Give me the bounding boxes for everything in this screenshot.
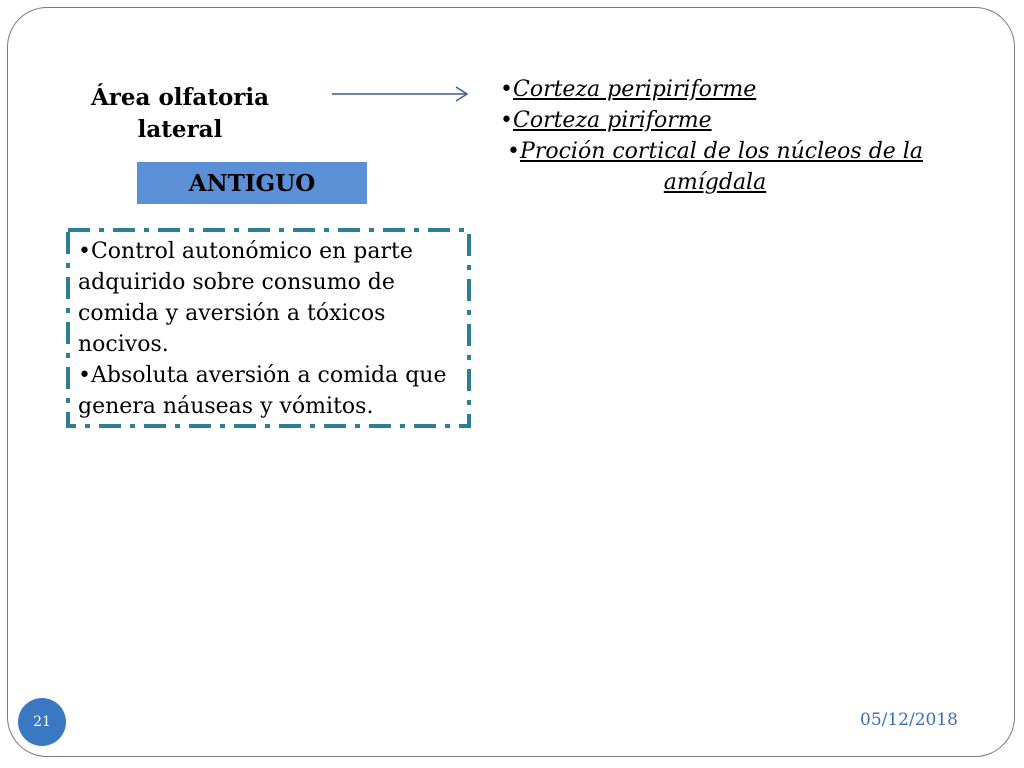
list-item xyxy=(500,74,930,105)
list-item-text: Proción cortical de los núcleos de la amígdala xyxy=(520,139,923,195)
antiguo-label: ANTIGUO xyxy=(188,169,316,197)
page-number-badge xyxy=(18,698,66,746)
bullet: • xyxy=(507,139,521,164)
page-number: 21 xyxy=(33,714,51,730)
description-text xyxy=(78,236,453,422)
description-item: •Absoluta aversión a comida que genera náuseas y vómitos. xyxy=(78,363,447,419)
bullet: • xyxy=(500,77,513,102)
slide-date: 05/12/2018 xyxy=(860,710,958,730)
list-item xyxy=(500,105,930,136)
bullet: • xyxy=(500,108,513,133)
area-title-line1: Área olfatoria xyxy=(90,84,270,111)
area-title xyxy=(80,82,280,146)
area-title-line2: lateral xyxy=(137,116,223,143)
list-item-text: Corteza peripiriforme xyxy=(512,77,757,102)
description-item: •Control autonómico en parte adquirido sobre consumo de comida y aversión a tóxicos nocivos. xyxy=(78,239,413,357)
description-box xyxy=(66,228,471,428)
list-item xyxy=(500,136,930,198)
list-item-text: Corteza piriforme xyxy=(512,108,712,133)
antiguo-label-box xyxy=(137,162,367,204)
right-arrow-icon xyxy=(330,85,475,105)
cortex-list xyxy=(500,74,930,198)
